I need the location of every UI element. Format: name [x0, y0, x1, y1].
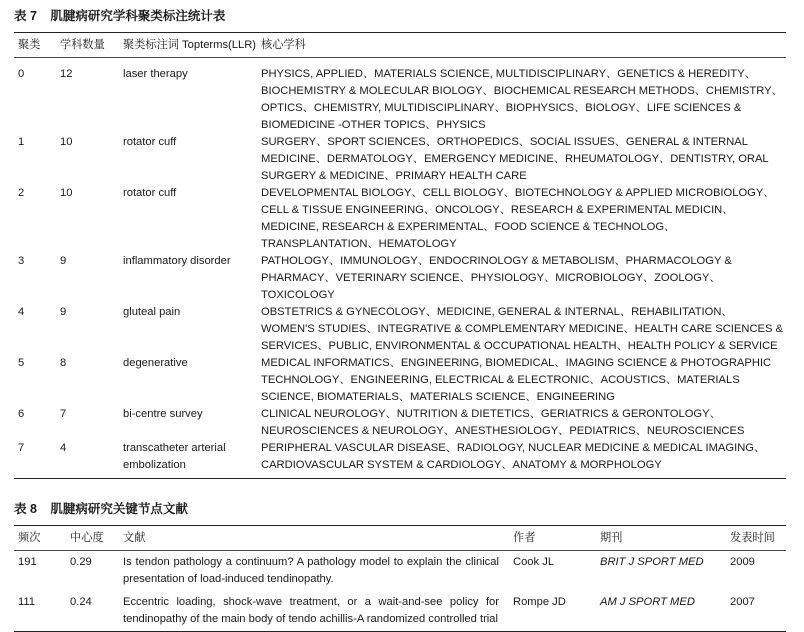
table8-header-year: 发表时间	[730, 532, 775, 544]
count-cell: 10	[60, 187, 73, 199]
table7	[14, 32, 786, 479]
subjects-cell: CLINICAL NEUROLOGY、NUTRITION & DIETETICS、GERIATRICS & GERONTOLOGY、NEUROSCIENCES & NEUROLOGY、ANESTHESIOLOGY、PEDIATRICS、NEUROSCIENCES	[261, 408, 745, 437]
table-row	[14, 591, 786, 632]
term-cell: transcatheter arterial embolization	[123, 442, 226, 471]
freq-cell: 111	[18, 596, 36, 608]
cluster-cell: 7	[18, 442, 25, 454]
journal-cell: BRIT J SPORT MED	[600, 556, 704, 568]
cluster-cell: 6	[18, 408, 25, 420]
subjects-cell: OBSTETRICS & GYNECOLOGY、MEDICINE, GENERAL & INTERNAL、REHABILITATION、WOMEN'S STUDIES、INTEGRATIVE & COMPLEMENTARY MEDICINE、HEALTH CARE SCIENCES & SERVICES、PUBLIC, ENVIRONMENTAL & OCCUPATIONAL HEALTH、HEALTH POLICY & SERVICE	[261, 306, 784, 352]
term-cell: inflammatory disorder	[123, 255, 231, 267]
count-cell: 12	[60, 68, 73, 80]
table8-header-centrality: 中心度	[70, 532, 104, 544]
count-cell: 8	[60, 357, 67, 369]
table-row	[14, 134, 786, 185]
table7-header-count: 学科数量	[60, 39, 105, 51]
table8-title: 肌腱病研究关键节点文献	[50, 502, 188, 516]
table8-header-journal: 期刊	[600, 532, 623, 544]
centrality-cell: 0.24	[70, 596, 92, 608]
subjects-cell: SURGERY、SPORT SCIENCES、ORTHOPEDICS、SOCIAL ISSUES、GENERAL & INTERNAL MEDICINE、DERMATOLOGY、EMERGENCY MEDICINE、RHEUMATOLOGY、DENTISTRY, ORAL SURGERY & MEDICINE、PRIMARY HEALTH CARE	[261, 136, 769, 182]
table8-header-row	[14, 526, 786, 551]
count-cell: 10	[60, 136, 73, 148]
table8-caption	[14, 499, 786, 519]
author-cell: Rompe JD	[513, 596, 566, 608]
term-cell: bi-centre survey	[123, 408, 203, 420]
count-cell: 9	[60, 306, 67, 318]
doc-cell: Is tendon pathology a continuum? A pathology model to explain the clinical presentation of load-induced tendinopathy.	[123, 556, 499, 585]
table8	[14, 525, 786, 632]
year-cell: 2009	[730, 556, 755, 568]
subjects-cell: PERIPHERAL VASCULAR DISEASE、RADIOLOGY, NUCLEAR MEDICINE & MEDICAL IMAGING、CARDIOVASCULAR SYSTEM & CARDIOLOGY、ANATOMY & MORPHOLOGY	[261, 442, 766, 471]
term-cell: rotator cuff	[123, 187, 177, 199]
table-row	[14, 440, 786, 479]
cluster-cell: 5	[18, 357, 25, 369]
table-row	[14, 253, 786, 304]
table-row	[14, 551, 786, 592]
table-row	[14, 58, 786, 135]
year-cell: 2007	[730, 596, 755, 608]
count-cell: 9	[60, 255, 67, 267]
table7-label: 表 7	[14, 9, 37, 23]
count-cell: 7	[60, 408, 67, 420]
table7-header-term: 聚类标注词 Topterms(LLR)	[123, 39, 257, 51]
term-cell: degenerative	[123, 357, 188, 369]
table-row	[14, 185, 786, 253]
author-cell: Cook JL	[513, 556, 555, 568]
table7-title: 肌腱病研究学科聚类标注统计表	[50, 9, 226, 23]
cluster-cell: 3	[18, 255, 25, 267]
table8-header-doc: 文献	[123, 532, 146, 544]
subjects-cell: DEVELOPMENTAL BIOLOGY、CELL BIOLOGY、BIOTECHNOLOGY & APPLIED MICROBIOLOGY、CELL & TISSUE ENGINEERING、ONCOLOGY、RESEARCH & EXPERIMENTAL MEDICIN、MEDICINE, RESEARCH & EXPERIMENTAL、FOOD SCIENCE & TECHNOLOG、TRANSPLANTATION、HEMATOLOGY	[261, 187, 775, 250]
table7-header-row	[14, 33, 786, 58]
journal-cell: AM J SPORT MED	[600, 596, 695, 608]
table8-label: 表 8	[14, 502, 37, 516]
subjects-cell: MEDICAL INFORMATICS、ENGINEERING, BIOMEDICAL、IMAGING SCIENCE & PHOTOGRAPHIC TECHNOLOGY、ENGINEERING, ELECTRICAL & ELECTRONIC、ACOUSTICS、MATERIALS SCIENCE, BIOMATERIALS、MATERIALS SCIENCE、ENGINEERING	[261, 357, 772, 403]
table7-caption	[14, 6, 786, 26]
table8-header-freq: 频次	[18, 532, 41, 544]
doc-cell: Eccentric loading, shock-wave treatment, or a wait-and-see policy for tendinopathy of the main body of tendo achillis-A randomized controlled trial	[123, 596, 499, 625]
table7-header-cluster: 聚类	[18, 39, 41, 51]
table-row	[14, 304, 786, 355]
term-cell: laser therapy	[123, 68, 188, 80]
subjects-cell: PATHOLOGY、IMMUNOLOGY、ENDOCRINOLOGY & METABOLISM、PHARMACOLOGY & PHARMACY、VETERINARY SCIENCE、PHYSIOLOGY、MICROBIOLOGY、ZOOLOGY、TOXICOLOGY	[261, 255, 732, 301]
document-page	[14, 0, 786, 632]
table7-header-subjects: 核心学科	[261, 39, 306, 51]
freq-cell: 191	[18, 556, 37, 568]
term-cell: rotator cuff	[123, 136, 177, 148]
subjects-cell: PHYSICS, APPLIED、MATERIALS SCIENCE, MULTIDISCIPLINARY、GENETICS & HEREDITY、BIOCHEMISTRY & MOLECULAR BIOLOGY、BIOCHEMICAL RESEARCH METHODS、CHEMISTRY、OPTICS、CHEMISTRY, MULTIDISCIPLINARY、BIOPHYSICS、BIOLOGY、LIFE SCIENCES & BIOMEDICINE -OTHER TOPICS、PHYSICS	[261, 68, 783, 131]
table-row	[14, 355, 786, 406]
count-cell: 4	[60, 442, 67, 454]
cluster-cell: 4	[18, 306, 25, 318]
cluster-cell: 0	[18, 68, 25, 80]
cluster-cell: 2	[18, 187, 25, 199]
table8-header-author: 作者	[513, 532, 536, 544]
centrality-cell: 0.29	[70, 556, 92, 568]
cluster-cell: 1	[18, 136, 25, 148]
term-cell: gluteal pain	[123, 306, 181, 318]
table-row	[14, 406, 786, 440]
